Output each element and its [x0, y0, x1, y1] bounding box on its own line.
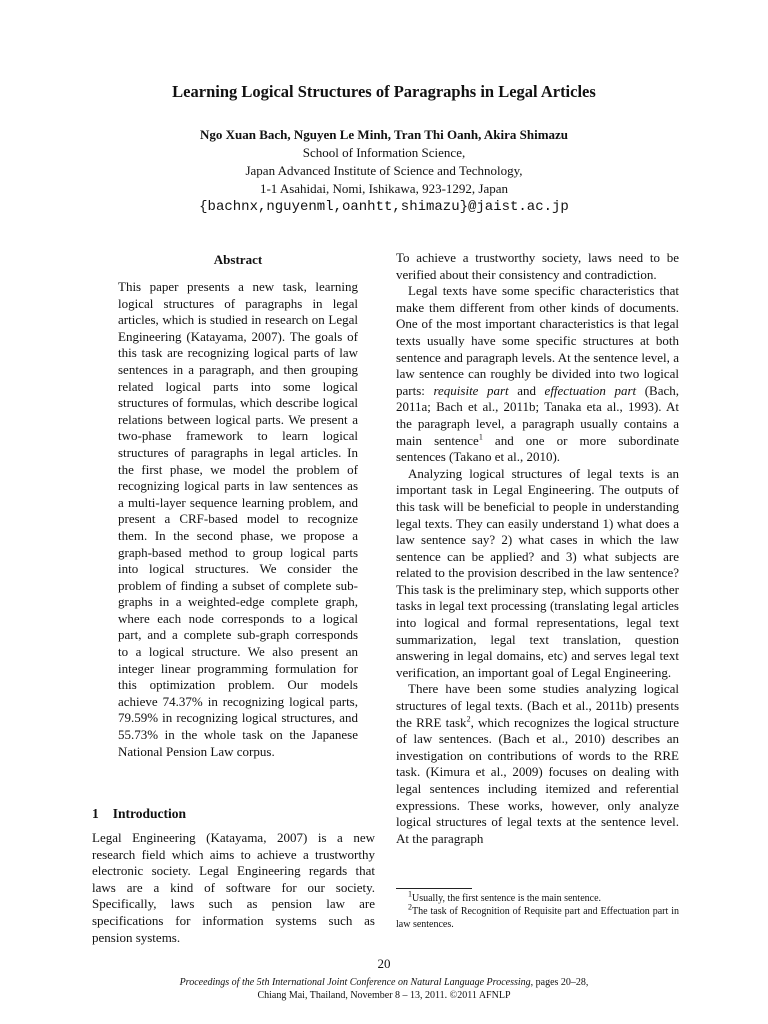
right-paragraph-3: Analyzing logical structures of legal texts is an important task in Legal Engineering. The outputs of this task will be beneficial to people in understanding legal texts. They can easily understand 1) what does a law sentence say? 2) what cases in which the law sentence can be applied? and 3) what subjects are related to the provision described in the law sentence? This task is the preliminary step, which supports other tasks in legal text processing (translating legal articles into logical and formal representations, legal text summarization, legal text translation, question answering in legal domains, etc) and serves legal text verification, an important goal of Legal Engineering. [396, 465, 679, 680]
footnotes [396, 889, 679, 931]
proceedings-footer [0, 977, 768, 1002]
paper-title: Learning Logical Structures of Paragraphs in Legal Articles [172, 82, 596, 101]
footnote-2 [396, 902, 679, 931]
paragraph-text: and [508, 382, 545, 398]
paragraph-text: , which recognizes the logical structure of law sentences. (Bach et al., 2010) describes an investigation on contributions of words to the RRE task. (Kimura et al., 2009) focuses on dealing with legal sentences including itemized and referential expressions. These works, however, only analyze logical structures of legal texts at the sentence level. At the paragraph [396, 714, 680, 846]
paragraph-text: (Bach, 2011a; Bach et al., 2011b; Tanaka eta al., 1993). At the paragraph level, a paragraph usually contains a main sentence [396, 382, 679, 448]
section-heading-introduction [92, 806, 186, 822]
author-names: Ngo Xuan Bach, Nguyen Le Minh, Tran Thi Oanh, Akira Shimazu [199, 127, 569, 142]
right-paragraph-4 [396, 681, 679, 847]
right-paragraph-1: To achieve a trustworthy society, laws need to be verified about their consistency and contradiction. [396, 250, 679, 282]
affiliation-institute: Japan Advanced Institute of Science and Technology, [245, 163, 523, 178]
footnote-ref-1: 1 [478, 432, 483, 442]
footnote-mark: 2 [408, 902, 412, 912]
footnote-ref-2: 2 [466, 714, 471, 724]
intro-paragraph-1: Legal Engineering (Katayama, 2007) is a new research field which aims to achieve a trustworthy electronic society. Legal Engineering regards that laws are a kind of software for our society. Specifically, laws such as pension law are specifications for information systems such as pension systems. [92, 830, 375, 945]
term-effectuation-part: effectuation part [544, 382, 637, 398]
paragraph-text: and one or more subordinate sentences (Takano et al., 2010). [396, 432, 680, 465]
page-number: 20 [377, 956, 391, 971]
right-paragraph-2 [396, 283, 679, 466]
right-column [396, 250, 679, 847]
footnote-1 [396, 889, 679, 905]
section-title: Introduction [112, 806, 187, 821]
abstract-heading: Abstract [213, 252, 263, 267]
footnote-mark: 1 [408, 889, 412, 899]
conference-pages: , pages 20–28, [530, 977, 589, 988]
proceedings-line-1 [0, 977, 768, 990]
author-emails: {bachnx,nguyenml,oanhtt,shimazu}@jaist.ac.jp [199, 199, 569, 215]
affiliation-address: 1-1 Asahidai, Nomi, Ishikawa, 923-1292, Japan [259, 181, 509, 196]
affiliation-school: School of Information Science, [302, 145, 466, 160]
author-block [0, 126, 768, 216]
footnote-text: The task of Recognition of Requisite part and Effectuation part in law sentences. [396, 906, 679, 930]
paragraph-text: There have been some studies analyzing logical structures of legal texts. (Bach et al., 2011b) presents the RRE task [396, 681, 679, 730]
section-number: 1 [92, 806, 99, 821]
abstract-body [118, 279, 358, 760]
paragraph-text: Legal texts have some specific characteristics that make them different from other kinds of documents. One of the most important characteristics is that legal texts usually have some specific structures at both sentence and paragraph levels. At the sentence level, a law sentence can roughly be divided into two logical parts: [396, 283, 679, 398]
proceedings-line-2: Chiang Mai, Thailand, November 8 – 13, 2011. ©2011 AFNLP [257, 989, 511, 1001]
conference-name: Proceedings of the 5th International Joint Conference on Natural Language Processing [179, 977, 531, 988]
abstract-text: This paper presents a new task, learning logical structures of paragraphs in legal articles, which is studied in research on Legal Engineering (Katayama, 2007). The goals of this task are recognizing logical parts of law sentences in a paragraph, and then grouping related logical parts into some logical structures of formulas, which describe logical relations between logical parts. We present a two-phase framework to learn logical structures of paragraphs in legal articles. In the first phase, we model the problem of recognizing logical parts in law sentences as a multi-layer sequence learning problem, and present a CRF-based model to recognize them. In the second phase, we propose a graph-based method to group logical parts into logical structures. We consider the problem of finding a subset of complete sub-graphs in a weighted-edge complete graph, where each node corresponds to a logical part, and a complete sub-graph corresponds to a logical structure. We also present an integer linear programming formulation for this optimization problem. Our models achieve 74.37% in recognizing logical parts, 79.59% in recognizing logical structures, and 55.73% in the whole task on the Japanese National Pension Law corpus. [118, 279, 358, 759]
footnote-text: Usually, the first sentence is the main sentence. [412, 893, 602, 904]
term-requisite-part: requisite part [433, 382, 509, 398]
introduction-body [92, 830, 375, 946]
